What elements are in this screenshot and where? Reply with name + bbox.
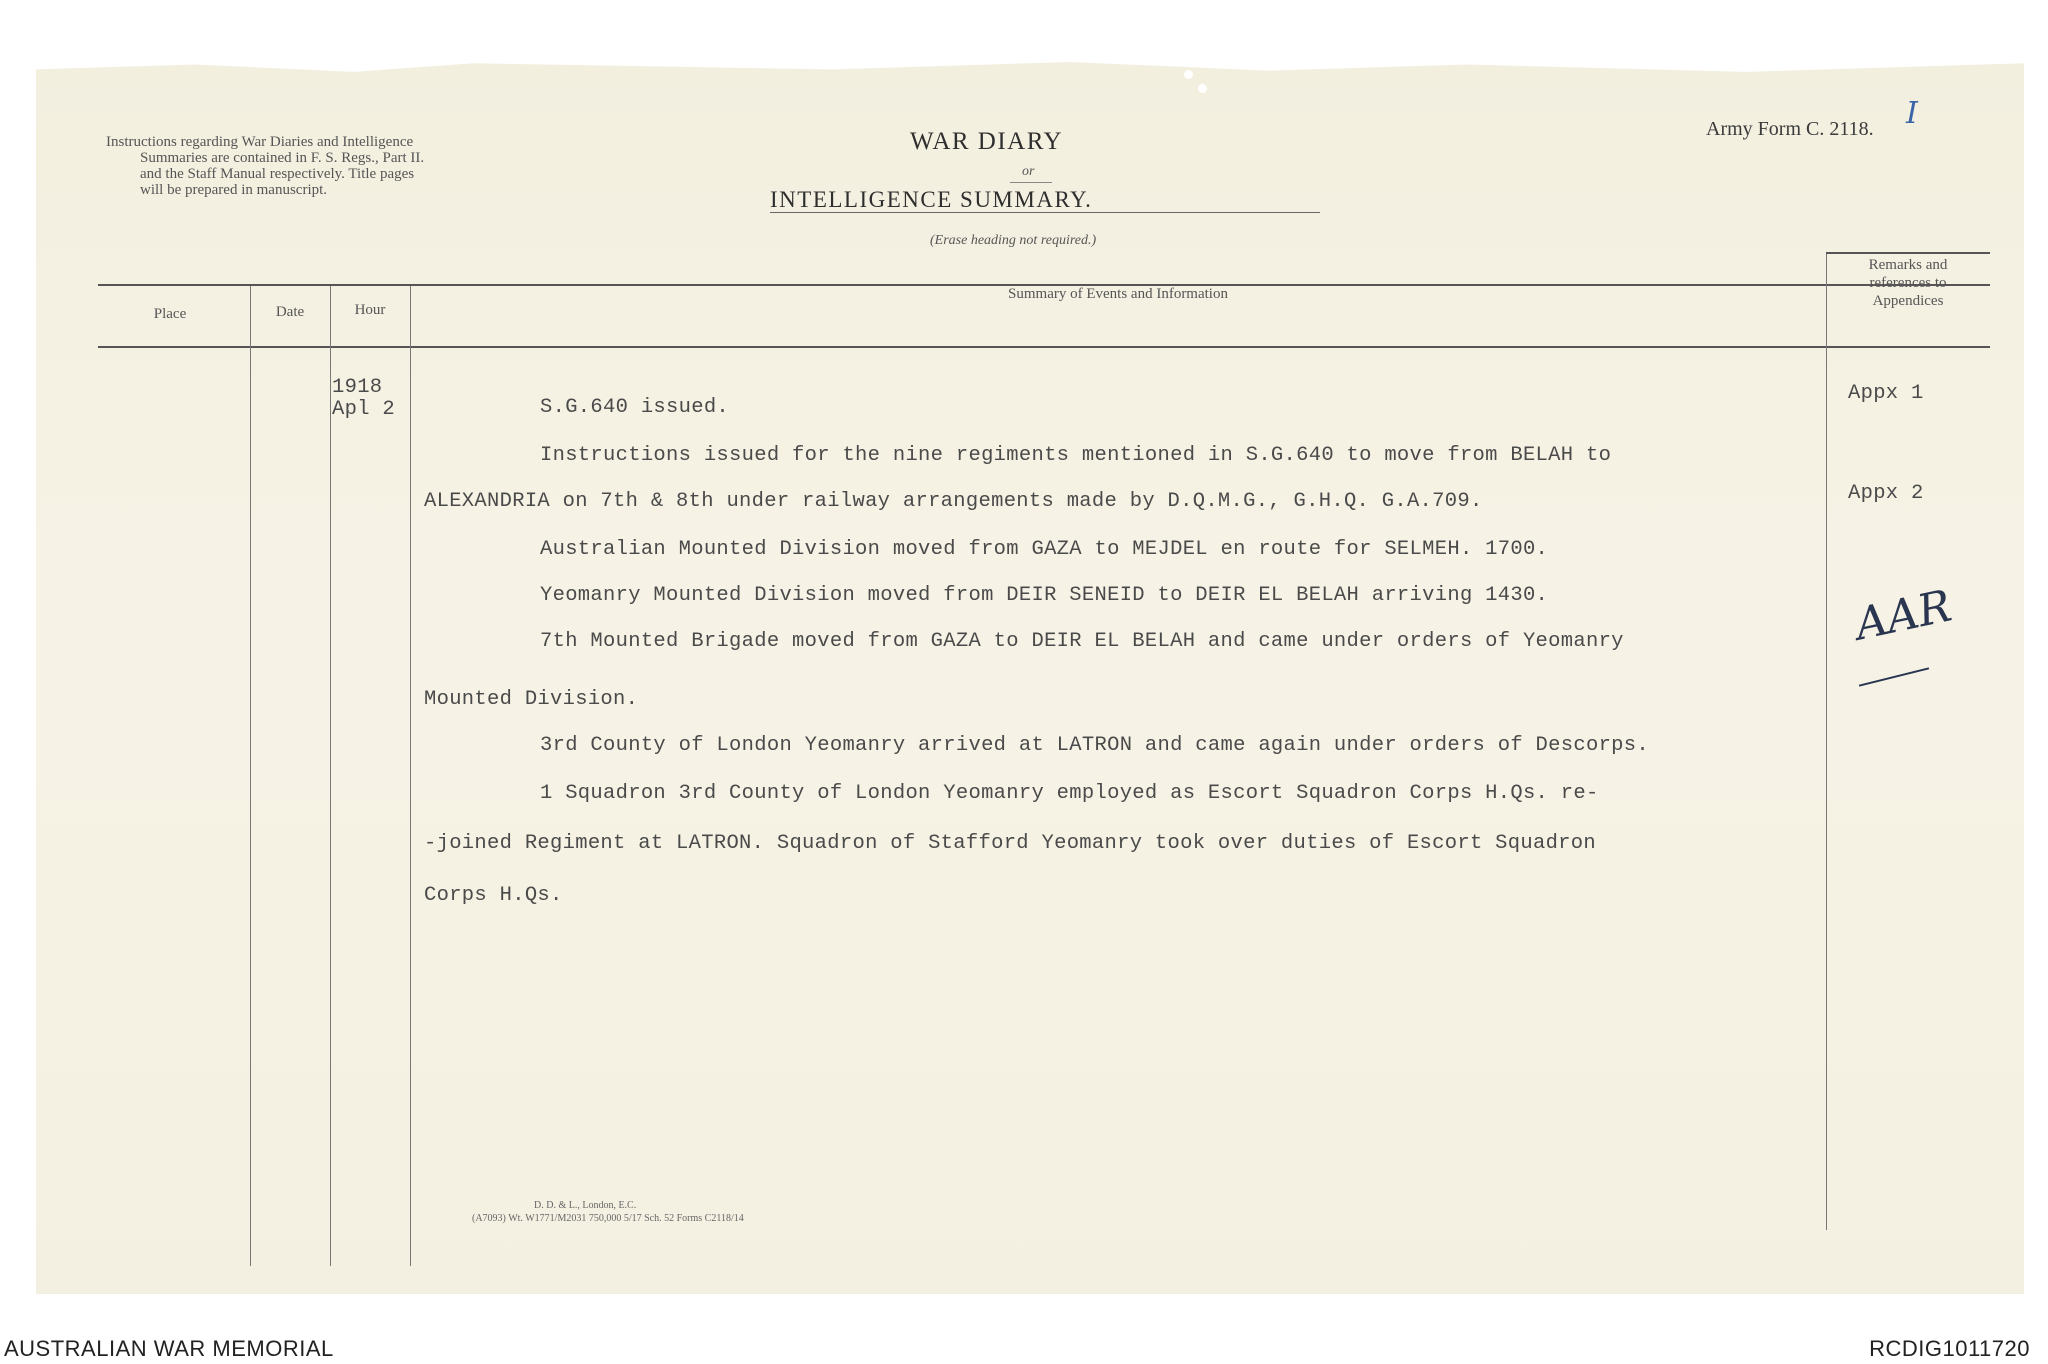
column-header-hour: Hour [354,302,386,318]
entry-year: 1918 [332,376,383,399]
handwritten-initials: AAR [1850,580,1956,651]
column-header-summary: Summary of Events and Information [1008,286,1228,302]
archive-institution: AUSTRALIAN WAR MEMORIAL [4,1336,334,1361]
remarks-entry: Appx 1 [1848,382,1924,405]
summary-line: Instructions issued for the nine regiments mentioned in S.G.640 to move from BELAH to [540,444,1612,467]
erase-note: (Erase heading not required.) [930,233,1097,248]
instructions-line: Summaries are contained in F. S. Regs., Part II. [140,150,425,166]
form-subtitle: INTELLIGENCE SUMMARY. [770,187,1093,212]
instructions-line: Instructions regarding War Diaries and Intelligence [106,134,414,150]
summary-line: Corps H.Qs. [424,884,563,907]
column-header-date: Date [275,304,305,320]
summary-line: -joined Regiment at LATRON. Squadron of Stafford Yeomanry took over duties of Escort Squadron [424,832,1596,855]
column-divider [410,286,411,1266]
entry-date: Apl 2 [332,398,396,421]
remarks-header-line: references to [1869,275,1947,291]
summary-line: Yeomanry Mounted Division moved from DEIR SENEID to DEIR EL BELAH arriving 1430. [540,584,1549,607]
archive-reference: RCDIG1011720 [1869,1336,2030,1361]
summary-line: Mounted Division. [424,688,639,711]
punch-hole [1198,84,1207,93]
form-title: WAR DIARY [910,128,1064,155]
remarks-header-line: Remarks and [1868,257,1948,273]
or-underline [1010,182,1052,183]
page-mark: I [1906,96,1918,131]
column-divider [250,286,251,1266]
remarks-entry: Appx 2 [1848,482,1924,505]
column-divider [1826,254,1827,1230]
remarks-header-line: Appendices [1872,293,1944,309]
column-header-place: Place [153,306,187,322]
remarks-top-rule [1826,252,1990,254]
printer-imprint: (A7093) Wt. W1771/M2031 750,000 5/17 Sch. 52 Forms C2118/14 [472,1213,744,1224]
summary-line: Australian Mounted Division moved from GAZA to MEJDEL en route for SELMEH. 1700. [540,538,1549,561]
summary-line: 1 Squadron 3rd County of London Yeomanry employed as Escort Squadron Corps H.Qs. re- [540,782,1599,805]
instructions-note [106,134,586,198]
army-form-number: Army Form C. 2118. [1706,118,1874,140]
summary-line: 7th Mounted Brigade moved from GAZA to DEIR EL BELAH and came under orders of Yeomanry [540,630,1624,653]
column-header-remarks [1830,256,1986,310]
summary-line: S.G.640 issued. [540,396,730,419]
punch-hole [1184,70,1193,79]
instructions-line: and the Staff Manual respectively. Title pages [140,166,415,182]
printer-imprint: D. D. & L., London, E.C. [534,1200,637,1211]
header-bottom-rule [98,346,1990,348]
instructions-line: will be prepared in manuscript. [140,182,328,198]
form-or-label: or [1022,164,1035,179]
summary-line: ALEXANDRIA on 7th & 8th under railway arrangements made by D.Q.M.G., G.H.Q. G.A.709. [424,490,1483,513]
column-divider [330,286,331,1266]
summary-line: 3rd County of London Yeomanry arrived at LATRON and came again under orders of Descorps. [540,734,1649,757]
